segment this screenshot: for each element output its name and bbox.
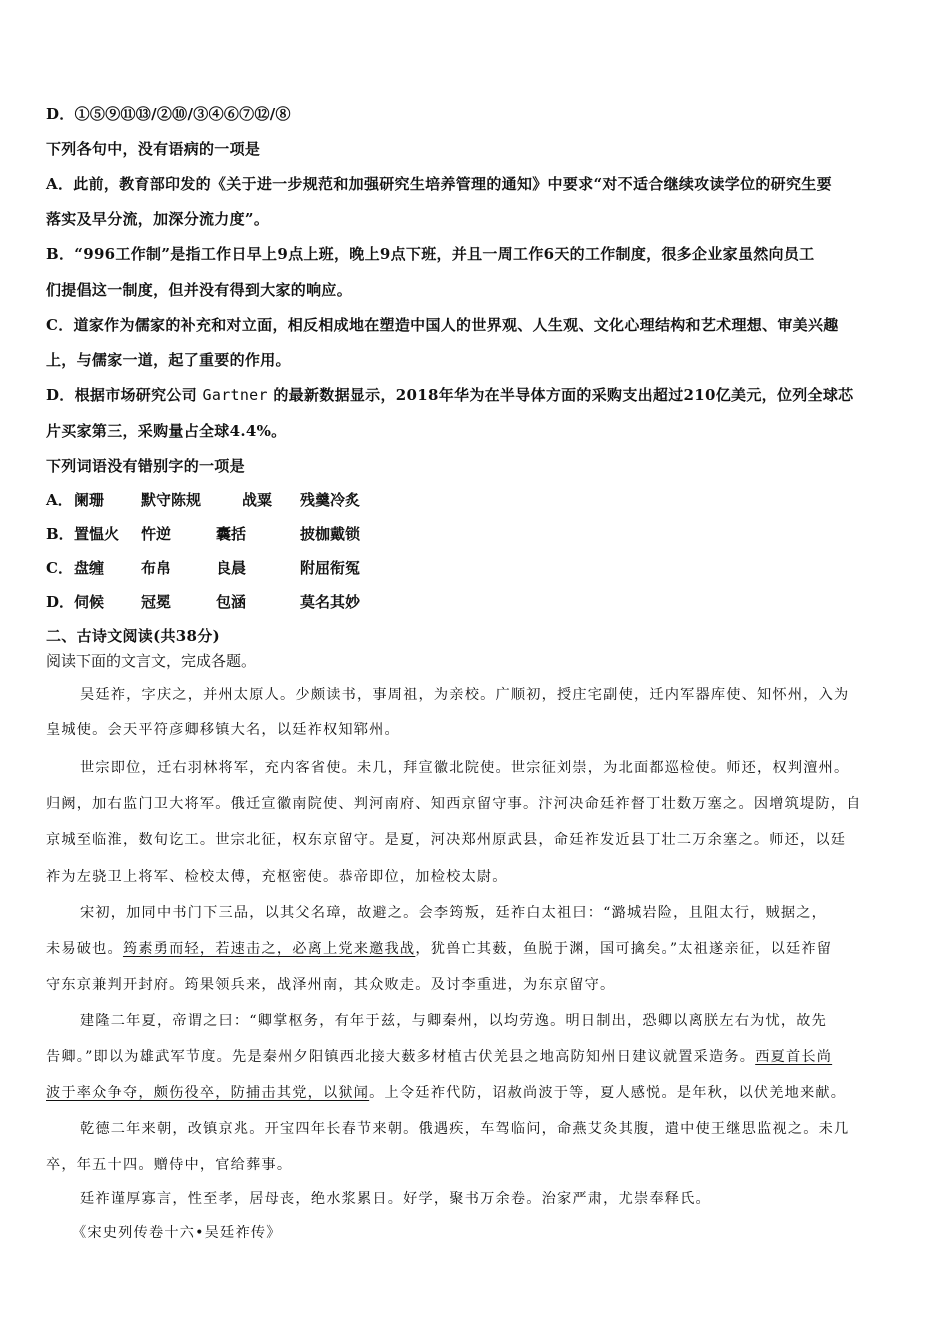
passage-p6: 廷祚谨厚寡言，性至孝，居母丧，绝水浆累日。好学，聚书万余卷。治家严肃，尤崇奉释氏。	[80, 1191, 711, 1207]
typo-option-word: 忤逆	[141, 525, 172, 543]
typo-option-word: 良晨	[216, 559, 247, 577]
grammar-option-c-line2: 上，与儒家一道，起了重要的作用。	[46, 351, 291, 369]
grammar-option-a-line2: 落实及早分流，加深分流力度”。	[46, 210, 270, 228]
section-instruction: 阅读下面的文言文，完成各题。	[46, 652, 257, 670]
prev-question-option-d: D．①⑤⑨⑪⑬/②⑩/③④⑥⑦⑫/⑧	[46, 105, 291, 123]
underlined-sentence-2-part1: 西夏首长尚	[755, 1049, 833, 1065]
section-heading: 二、古诗文阅读(共38分)	[46, 627, 220, 645]
typo-option-word: 囊括	[216, 525, 247, 543]
passage-p2-line2: 归阙，加右监门卫大将军。俄迁宣徽南院使、判河南府、知西京留守事。汴河决命廷祚督丁壮数万塞之。因增筑堤防，自	[46, 796, 862, 812]
typo-option-letter: C．	[46, 559, 73, 577]
grammar-option-a-line1: A．此前，教育部印发的《关于进一步规范和加强研究生培养管理的通知》中要求“对不适合继续攻读学位的研究生要	[46, 175, 832, 193]
typo-option-word: 残羹冷炙	[300, 491, 361, 509]
typo-option-word: 莫名其妙	[300, 593, 361, 611]
grammar-option-d-text-b: 的最新数据显示，2018年华为在半导体方面的采购支出超过210亿美元，位列全球芯	[267, 386, 854, 404]
typo-option-word: 盘缠	[74, 559, 105, 577]
typo-option-word: 包涵	[216, 593, 247, 611]
typo-option-word: 伺候	[74, 593, 105, 611]
passage-p2-line3: 京城至临淮，数旬讫工。世宗北征，权东京留守。是夏，河决郑州原武县，命廷祚发近县丁壮二万余塞之。师还，以廷	[46, 832, 847, 848]
passage-p3-line3: 守东京兼判开封府。筠果领兵来，战泽州南，其众败走。及讨李重进，为东京留守。	[46, 977, 616, 993]
grammar-option-d-line2: 片买家第三，采购量占全球4.4%。	[46, 422, 287, 440]
typo-option-letter: A．	[46, 491, 73, 509]
typo-question-stem: 下列词语没有错别字的一项是	[46, 457, 245, 475]
underlined-sentence-1: 筠素勇而轻，若速击之，必离上党来邀我战	[122, 941, 416, 957]
passage-p5-line2: 卒，年五十四。赠侍中，官给葬事。	[46, 1157, 293, 1173]
passage-p4-line1: 建隆二年夏，帝谓之曰：“卿掌枢务，有年于兹，与卿秦州，以均劳逸。明日制出，恐卿以离朕左右为忧，故先	[80, 1013, 828, 1029]
typo-option-letter: B．	[46, 525, 74, 543]
typo-option-letter: D．	[46, 593, 75, 611]
grammar-option-b-line1: B．“996工作制”是指工作日早上9点上班，晚上9点下班，并且一周工作6天的工作制度，很多企业家虽然向员工	[46, 245, 815, 263]
typo-option-word: 置愠火	[74, 525, 120, 543]
typo-option-word: 披枷戴锁	[300, 525, 361, 543]
passage-p1-line2: 皇城使。会天平符彦卿移镇大名，以廷祚权知郓州。	[46, 722, 400, 738]
passage-text: ，犹兽亡其薮，鱼脱于渊，国可擒矣。”太祖遂亲征，以廷祚留	[415, 941, 833, 957]
grammar-question-stem: 下列各句中，没有语病的一项是	[46, 140, 261, 158]
typo-option-word: 默守陈规	[141, 491, 202, 509]
typo-option-word: 阑珊	[74, 491, 105, 509]
grammar-option-d-text-a: D．根据市场研究公司	[46, 386, 203, 404]
passage-p3-line1: 宋初，加同中书门下三品，以其父名璋，故避之。会李筠叛，廷祚白太祖曰：“潞城岩险，且阻太行，贼据之，	[80, 905, 828, 921]
typo-option-word: 布帛	[141, 559, 172, 577]
typo-option-word: 冠冕	[141, 593, 172, 611]
passage-p4-line3	[46, 1082, 846, 1102]
grammar-option-d-line1	[46, 384, 853, 405]
passage-text: 。上令廷祚代防，诏赦尚波于等，夏人感悦。是年秋，以伏羌地来献。	[369, 1085, 847, 1101]
passage-p3-line2	[46, 938, 832, 958]
typo-option-word: 附屈衔冤	[300, 559, 361, 577]
grammar-option-b-line2: 们提倡这一制度，但并没有得到大家的响应。	[46, 281, 353, 299]
passage-p5-line1: 乾德二年来朝，改镇京兆。开宝四年长春节来朝。俄遇疾，车驾临问，命燕艾灸其腹，遣中使王继思监视之。未几	[80, 1121, 850, 1137]
passage-source: 《宋史列传卷十六•吴廷祚传》	[72, 1225, 282, 1241]
passage-p1-line1: 吴廷祚，字庆之，并州太原人。少颇读书，事周祖，为亲校。广顺初，授庄宅副使，迁内军器库使、知怀州，入为	[80, 687, 850, 703]
passage-p2-line1: 世宗即位，迁右羽林将军，充内客省使。未几，拜宣徽北院使。世宗征刘崇，为北面都巡检使。师还，权判澶州。	[80, 760, 850, 776]
grammar-option-d-brand: Gartner	[202, 386, 268, 404]
passage-p2-line4: 祚为左骁卫上将军、检校太傅，充枢密使。恭帝即位，加检校太尉。	[46, 869, 508, 885]
passage-text: 告卿。”即以为雄武军节度。先是秦州夕阳镇西北接大薮多材植古伏羌县之地高防知州日建议就置采造务。	[46, 1049, 756, 1065]
typo-option-word: 战粟	[242, 491, 273, 509]
passage-text: 未易破也。	[46, 941, 123, 957]
passage-p4-line2	[46, 1046, 832, 1066]
underlined-sentence-2-part2: 波于率众争夺，颇伤役卒，防捕击其党，以狱闻	[46, 1085, 370, 1101]
grammar-option-c-line1: C．道家作为儒家的补充和对立面，相反相成地在塑造中国人的世界观、人生观、文化心理结构和艺术理想、审美兴趣	[46, 316, 839, 334]
